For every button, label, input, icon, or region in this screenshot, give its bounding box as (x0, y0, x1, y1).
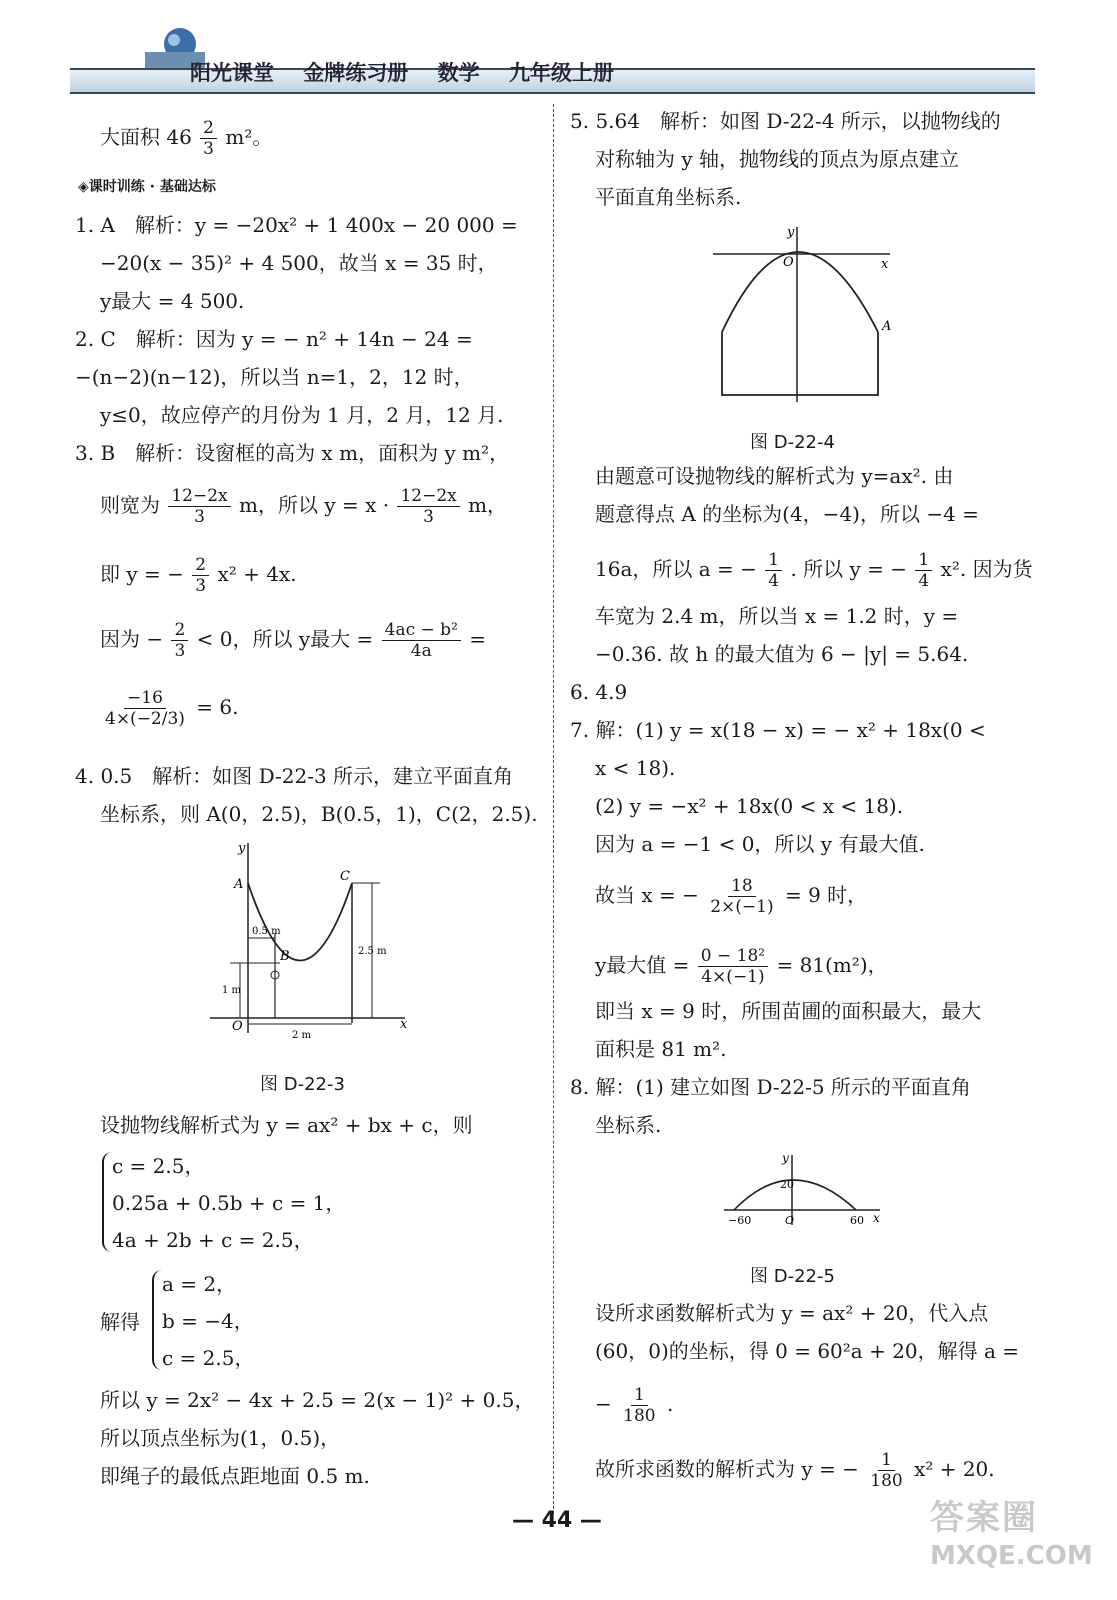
answer-line: y最大 = 4 500. (100, 289, 245, 313)
answer-line: 设抛物线解析式为 y = ax² + bx + c，则 (100, 1113, 473, 1137)
fraction: $\frac{1}{4}$ (765, 550, 782, 591)
label-25m: 2.5 m (358, 946, 387, 957)
answer-line: 所以 y = 2x² − 4x + 2.5 = 2(x − 1)² + 0.5， (100, 1388, 535, 1412)
fraction: $\frac{12-2x}{3}$ (397, 486, 459, 527)
equation-line: b = −4， (162, 1309, 254, 1333)
answer-line: 因为 − $\frac{2}{3}$ < 0，所以 y最大 = $\frac{\text{4ac − b²}}{4a}$ = (100, 620, 487, 661)
label-05m: 0.5 m (252, 926, 281, 937)
watermark: 答案圈 MXQE.COM (930, 1498, 1093, 1571)
answer-line: $\frac{-16}{4\times(-2/3)}$ = 6. (100, 688, 239, 729)
left-brace (152, 1270, 162, 1370)
label-a: A (234, 877, 244, 892)
fraction: $\frac{18}{2\times(-1)}$ (710, 876, 774, 917)
text-line: 大面积 46 $\frac{2}{3}$ m²。 (100, 118, 273, 159)
figure-d-22-5 (720, 1150, 890, 1230)
figure-caption: 图 D-22-3 (260, 1074, 345, 1095)
section-heading: ◈课时训练 · 基础达标 (78, 179, 216, 195)
equation-line: c = 2.5， (162, 1346, 255, 1370)
column-divider (553, 104, 554, 1514)
tunnel-walls (722, 332, 878, 395)
answer-line: 解得 (100, 1310, 140, 1334)
equation-line: 4a + 2b + c = 2.5， (112, 1228, 314, 1252)
fraction: $\frac{\text{0 − 18²}}{4\times(-1)}$ (698, 946, 768, 987)
label-20: 20 (780, 1178, 794, 1191)
label-1m: 1 m (222, 985, 242, 996)
answer-line: 1. A 解析：y = −20x² + 1 400x − 20 000 = (75, 213, 518, 237)
answer-line: 7. 解：(1) y = x(18 − x) = − x² + 18x(0 < (570, 718, 986, 742)
fraction: $\frac{2}{3}$ (200, 118, 217, 159)
answer-line: (2) y = −x² + 18x(0 < x < 18). (595, 794, 904, 818)
answer-line: 即 y = − $\frac{2}{3}$ x² + 4x. (100, 555, 297, 596)
figure-d-22-3 (200, 838, 420, 1038)
fraction: $\frac{12-2x}{3}$ (168, 486, 230, 527)
answer-line: −0.36. 故 h 的最大值为 6 − |y| = 5.64. (595, 642, 969, 666)
fraction: $\frac{1}{4}$ (915, 550, 932, 591)
label-2m: 2 m (292, 1030, 312, 1038)
subject-name: 数学 (437, 61, 480, 85)
answer-line: 因为 a = −1 < 0，所以 y 有最大值. (595, 832, 925, 856)
answer-line: 平面直角坐标系. (595, 185, 742, 209)
book-name: 金牌练习册 (303, 61, 409, 85)
answer-line: 车宽为 2.4 m，所以当 x = 1.2 时，y = (595, 604, 959, 628)
fraction: $\frac{-16}{4\times(-2/3)}$ (105, 688, 185, 729)
answer-line: 故所求函数的解析式为 y = − $\frac{1}{180}$ x² + 20. (595, 1450, 995, 1491)
answer-line: −(n−2)(n−12)，所以当 n=1，2，12 时， (75, 365, 474, 389)
label-y: y (787, 225, 795, 240)
label-x: x (881, 257, 889, 272)
page-header (70, 22, 1035, 97)
label-x: x (873, 1211, 880, 1225)
answer-line: y最大值 = $\frac{\text{0 − 18²}}{4\times(-1)}$ = 81(m²)， (595, 946, 888, 987)
answer-line: 由题意可设抛物线的解析式为 y=ax². 由 (595, 464, 954, 488)
rope-curve (248, 883, 352, 961)
label-a: A (882, 319, 892, 334)
equation-line: c = 2.5， (112, 1154, 205, 1178)
answer-line: 5. 5.64 解析：如图 D-22-4 所示，以抛物线的 (570, 109, 1001, 133)
answer-line: 所以顶点坐标为(1，0.5)， (100, 1426, 341, 1450)
answer-line: −20(x − 35)² + 4 500，故当 x = 35 时， (100, 251, 498, 275)
answer-line: 则宽为 $\frac{12-2x}{3}$ m，所以 y = x · $\frac{12-2x}{3}$ m， (100, 486, 508, 527)
fraction: $\frac{\text{4ac − b²}}{4a}$ (382, 620, 461, 661)
grade-name: 九年级上册 (508, 61, 614, 85)
label-o: O (232, 1019, 243, 1034)
label-b: B (280, 949, 290, 964)
answer-line: 8. 解：(1) 建立如图 D-22-5 所示的平面直角 (570, 1075, 971, 1099)
answer-line: 2. C 解析：因为 y = − n² + 14n − 24 = (75, 327, 473, 351)
figure-caption: 图 D-22-4 (750, 432, 835, 453)
label-o: O (783, 255, 794, 270)
label-x: x (400, 1017, 408, 1032)
answer-line: 6. 4.9 (570, 680, 628, 704)
figure-caption: 图 D-22-5 (750, 1266, 835, 1287)
figure-d-22-4 (705, 222, 905, 407)
arch-curve (722, 252, 878, 332)
series-name: 阳光课堂 (190, 61, 274, 85)
answer-line: 设所求函数解析式为 y = ax² + 20，代入点 (595, 1301, 989, 1325)
label-y: y (238, 841, 246, 856)
page-number: — 44 — (512, 1508, 602, 1533)
fraction: $\frac{2}{3}$ (171, 620, 188, 661)
answer-line: 16a，所以 a = − $\frac{1}{4}$ . 所以 y = − $\frac{1}{4}$ x². 因为货 (595, 550, 1033, 591)
answer-line: 故当 x = − $\frac{18}{2\times(-1)}$ = 9 时， (595, 876, 868, 917)
fraction: $\frac{2}{3}$ (192, 555, 209, 596)
answer-line: x < 18). (595, 756, 676, 780)
parabola-curve (734, 1180, 856, 1210)
label-neg60: −60 (728, 1214, 752, 1227)
answer-line: 即绳子的最低点距地面 0.5 m. (100, 1464, 370, 1488)
answer-line: 4. 0.5 解析：如图 D-22-3 所示，建立平面直角 (75, 764, 514, 788)
answer-line: (60，0)的坐标，得 0 = 60²a + 20，解得 a = (595, 1339, 1020, 1363)
equation-line: 0.25a + 0.5b + c = 1， (112, 1191, 346, 1215)
answer-line: y≤0，故应停产的月份为 1 月，2 月，12 月. (100, 403, 504, 427)
label-60: 60 (850, 1214, 864, 1227)
label-y: y (782, 1151, 789, 1165)
label-c: C (340, 869, 350, 884)
fraction: $\frac{1}{180}$ (870, 1450, 903, 1491)
answer-line: 3. B 解析：设窗框的高为 x m，面积为 y m²， (75, 441, 510, 465)
label-o: O (785, 1214, 795, 1227)
answer-line: 坐标系. (595, 1113, 662, 1137)
answer-line: 即当 x = 9 时，所围苗圃的面积最大，最大 (595, 999, 982, 1023)
answer-line: − $\frac{1}{180}$ . (595, 1385, 674, 1426)
left-brace (102, 1152, 112, 1252)
answer-line: 题意得点 A 的坐标为(4，−4)，所以 −4 = (595, 502, 979, 526)
answer-line: 面积是 81 m². (595, 1037, 727, 1061)
equation-line: a = 2， (162, 1272, 237, 1296)
fraction: $\frac{1}{180}$ (623, 1385, 656, 1426)
header-title (190, 57, 636, 87)
answer-line: 对称轴为 y 轴，抛物线的顶点为原点建立 (595, 147, 960, 171)
answer-line: 坐标系，则 A(0，2.5)，B(0.5，1)，C(2，2.5). (100, 802, 538, 826)
